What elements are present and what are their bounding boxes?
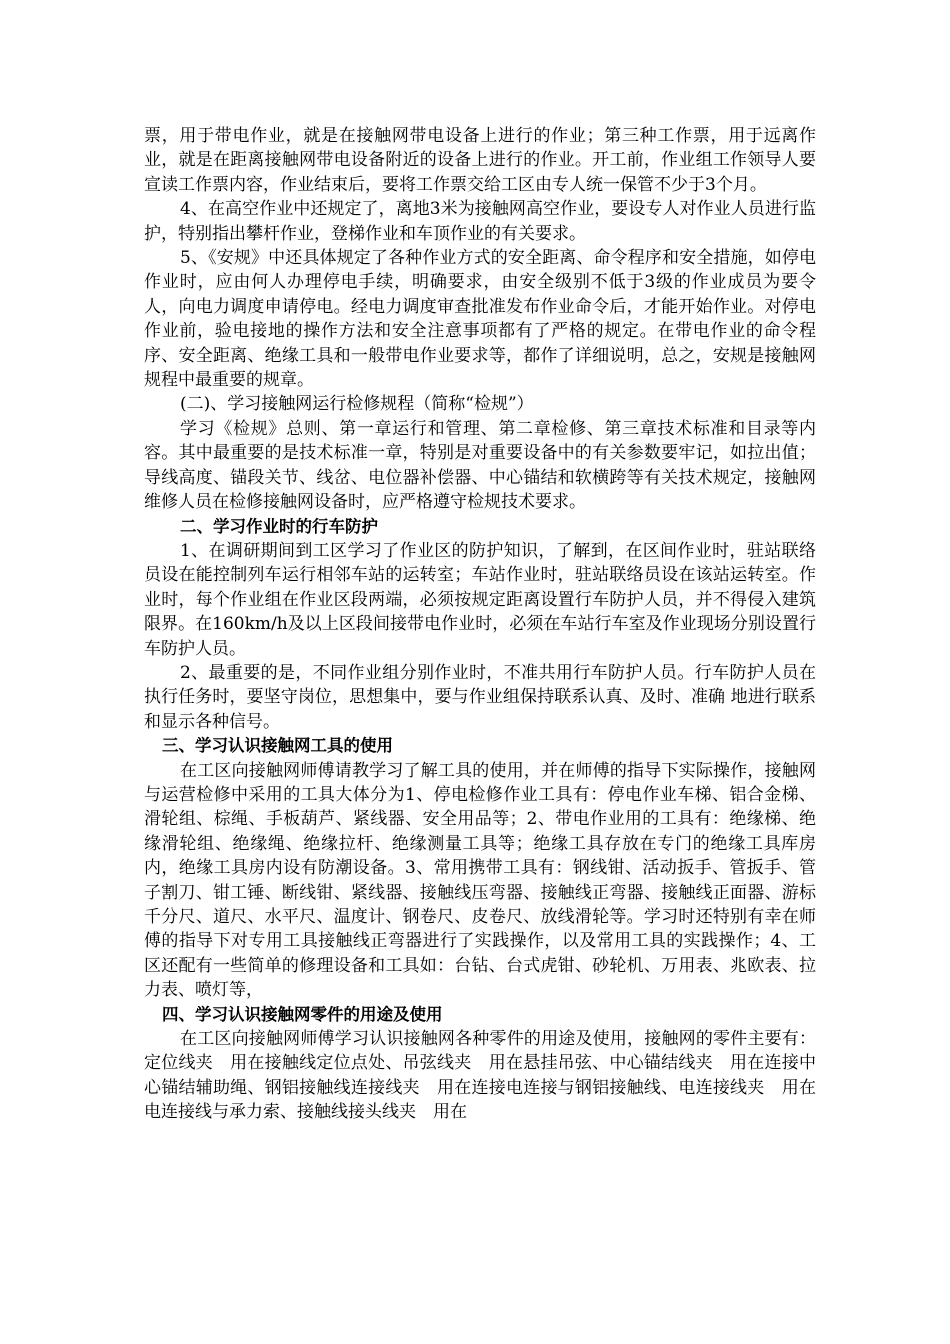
paragraph-3: 5、《安规》中还具体规定了各种作业方式的安全距离、命令程序和安全措施，如停电作业时，应由何人办理停电手续，明确要求，由安全级别不低于3级的作业成员为要令人，向电力调度申请停电。经电力调度审查批准发布作业命令后，才能开始作业。对停电作业前，验电接地的操作方法和安全注意事项都有了严格的规定。在带电作业的命令程序、安全距离、绝缘工具和一般带电作业要求等，都作了详细说明，总之，安规是接触网规程中最重要的规章。 <box>144 248 816 391</box>
paragraph-1: 票，用于带电作业，就是在接触网带电设备上进行的作业；第三种工作票，用于远离作业，就是在距离接触网带电设备附近的设备上进行的作业。开工前，作业组工作领导人要宣读工作票内容，作业结束后，要将工作票交给工区由专人统一保管不少于3个月。 <box>144 126 816 195</box>
paragraph-2: 4、在高空作业中还规定了，离地3米为接触网高空作业，要设专人对作业人员进行监护，特别指出攀杆作业，登梯作业和车顶作业的有关要求。 <box>144 199 816 244</box>
paragraph-7: 在工区向接触网师傅请教学习了解工具的使用，并在师傅的指导下实际操作，接触网与运营检修中采用的工具大体分为1、停电检修作业工具有：停电作业车梯、铝合金梯、滑轮组、棕绳、手板葫芦、紧线器、安全用品等；2、带电作业用的工具有：绝缘梯、绝缘滑轮组、绝缘绳、绝缘拉杆、绝缘测量工具等；绝缘工具存放在专门的绝缘工具库房内，绝缘工具房内设有防潮设备。3、常用携带工具有：钢线钳、活动扳手、管扳手、管子割刀、钳工锤、断线钳、紧线器、接触线压弯器、接触线正弯器、接触线正面器、游标千分尺、道尺、水平尺、温度计、钢卷尺、皮卷尺、放线滑轮等。学习时还特别有幸在师傅的指导下对专用工具接触线正弯器进行了实践操作，以及常用工具的实践操作；4、工区还配有一些简单的修理设备和工具如：台钻、台式虎钳、砂轮机、万用表、兆欧表、拉力表、喷灯等， <box>144 760 816 1001</box>
subsection-heading-inspection-rules: (二)、学习接触网运行检修规程（简称“检规”） <box>180 394 534 415</box>
document-body <box>144 124 816 1125</box>
paragraph-6: 2、最重要的是，不同作业组分别作业时，不准共用行车防护人员。行车防护人员在执行任务时，要坚守岗位，思想集中，要与作业组保持联系认真、及时、准确 地进行联系和显示各种信号。 <box>144 662 816 732</box>
paragraph-4: 学习《检规》总则、第一章运行和管理、第二章检修、第三章技术标准和目录等内容。其中最重要的是技术标准一章，特别是对重要设备中的有关参数要牢记，如拉出值；导线高度、锚段关节、线岔、电位器补偿器、中心锚结和软横跨等有关技术规定，接触网维修人员在检修接触网设备时，应严格遵守检规技术要求。 <box>144 418 816 513</box>
section-heading-4: 四、学习认识接触网零件的用途及使用 <box>162 1004 443 1024</box>
paragraph-8: 在工区向接触网师傅学习认识接触网各种零件的用途及使用，接触网的零件主要有：定位线夹 用在接触线定位点处、吊弦线夹 用在悬挂吊弦、中心锚结线夹 用在连接中心锚结辅助绳、钢铝接触线连接线夹 用在连接电连接与钢铝接触线、电连接线夹 用在电连接线与承力索、接触线接头线夹 用在 <box>144 1029 816 1123</box>
section-heading-2: 二、学习作业时的行车防护 <box>180 516 378 536</box>
section-heading-3: 三、学习认识接触网工具的使用 <box>162 736 393 756</box>
paragraph-5: 1、在调研期间到工区学习了作业区的防护知识，了解到，在区间作业时，驻站联络员设在能控制列车运行相邻车站的运转室；车站作业时，驻站联络员设在该站运转室。作业时，每个作业组在作业区段两端，必须按规定距离设置行车防护人员，并不得侵入建筑限界。在160km/h及以上区段间接带电作业时，必须在车站行车室及作业现场分别设置行车防护人员。 <box>144 540 816 659</box>
